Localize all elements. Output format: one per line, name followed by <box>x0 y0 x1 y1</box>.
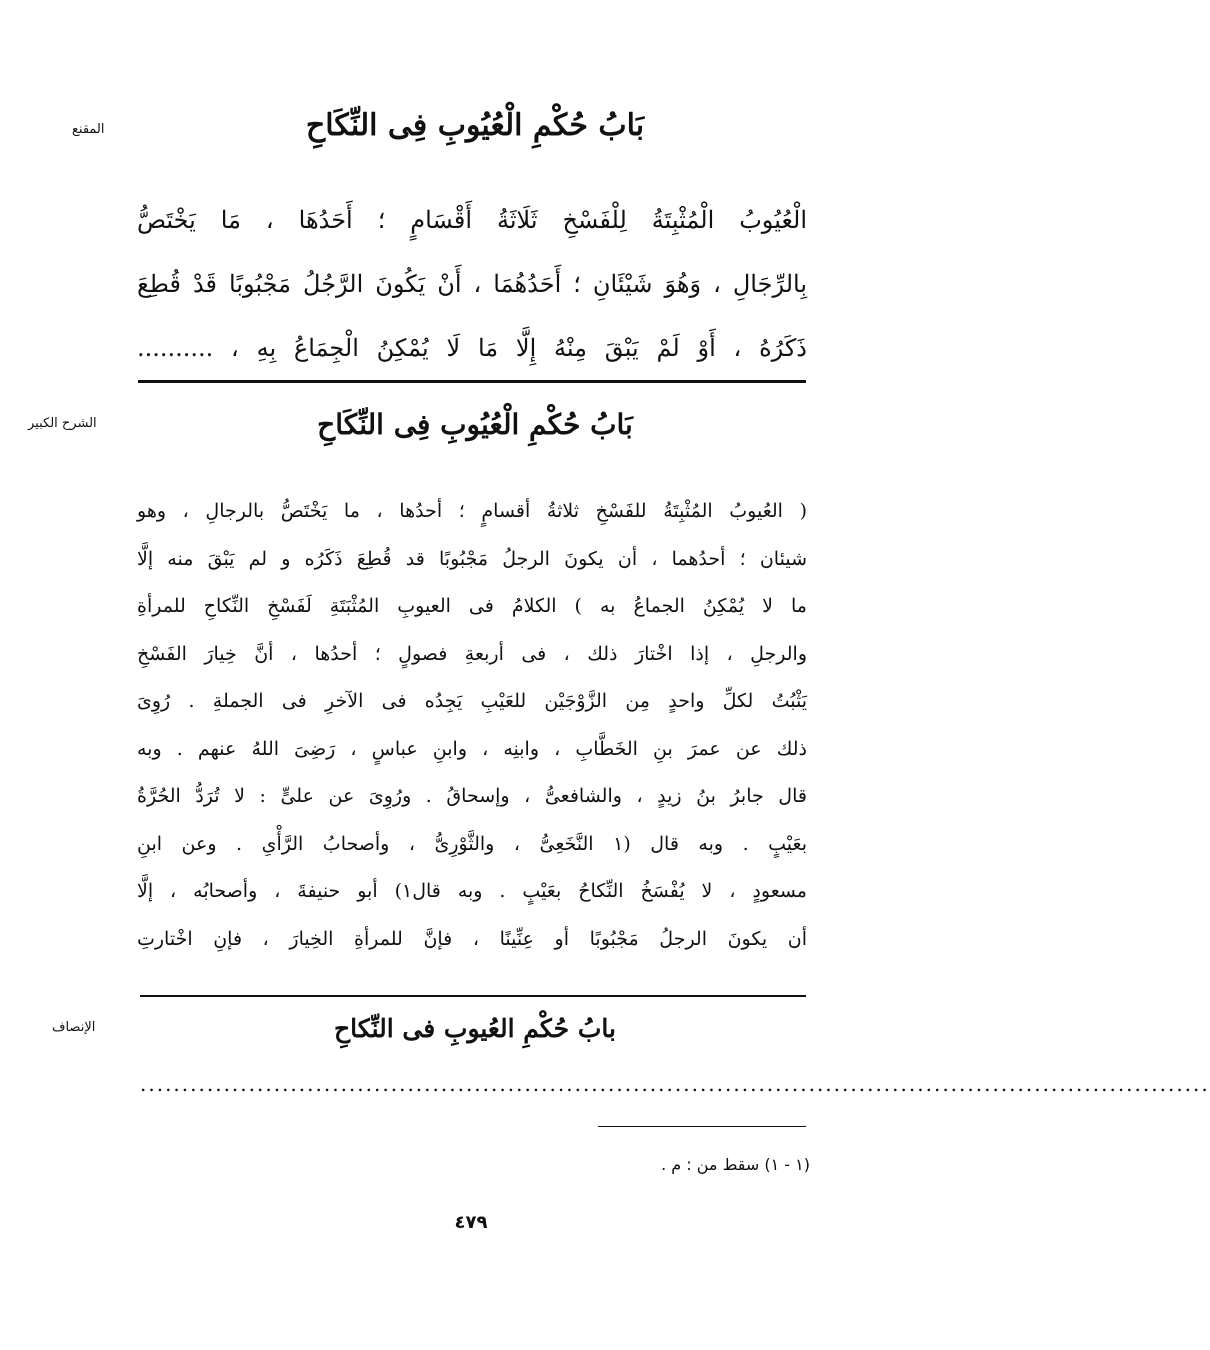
text-line: ما لا يُمْكِنُ الجماعُ به ) الكلامُ فى العيوبِ المُثْبَتَةِ لَفَسْخِ النِّكاحِ للمرأةِ <box>137 595 807 617</box>
margin-label-muqni: المقنع <box>72 122 105 137</box>
section-title-muqni: بَابُ حُكْمِ الْعُيُوبِ فِى النِّكَاحِ <box>305 108 645 143</box>
text-line: ذَكَرُهُ ، أَوْ لَمْ يَبْقَ مِنْهُ إِلَّا مَا لَا يُمْكِنُ الْجِمَاعُ بِهِ ، .......... <box>137 334 807 362</box>
margin-label-insaf: الإنصاف <box>52 1020 96 1035</box>
text-line: بِالرِّجَالِ ، وَهُوَ شَيْئَانِ ؛ أَحَدُهُمَا ، أَنْ يَكُونَ الرَّجُلُ مَجْبُوبًا قَدْ قُطِعَ <box>137 270 807 298</box>
text-line: يَثْبُتُ لكلِّ واحدٍ مِن الزَّوْجَيْن للعَيْبِ يَجِدُه فى الآخرِ فى الجملةِ . رُوِىَ <box>137 690 807 712</box>
text-line: شيئان ؛ أحدُهما ، أن يكونَ الرجلُ مَجْبُوبًا قد قُطِعَ ذَكَرُه و لم يَبْقَ منه إلَّا <box>137 547 807 570</box>
text-line: ( العُيوبُ المُثْبِتَةُ للفَسْخِ ثلاثةُ أقسامٍ ؛ أحدُها ، ما يَخْتَصُّ بالرجالِ ، وهو <box>137 500 807 522</box>
footnote: (١ - ١) سقط من : م . <box>661 1155 810 1174</box>
section-title-insaf: بابُ حُكْمِ العُيوبِ فى النِّكاحِ <box>334 1014 616 1043</box>
sharh-text <box>137 488 807 963</box>
text-line: مسعودٍ ، لا يُفْسَخُ النِّكاحُ بعَيْبٍ . وبه قال١) أبو حنيفةَ ، وأصحابُه ، إلَّا <box>137 880 807 902</box>
text-line: ذلك عن عمرَ بنِ الخَطَّابِ ، وابنِه ، وابنِ عباسٍ ، رَضِىَ اللهُ عنهم . وبه <box>137 737 807 760</box>
section-title-sharh: بَابُ حُكْمِ الْعُيُوبِ فِى النِّكَاحِ <box>317 408 633 441</box>
muqni-text <box>137 188 807 380</box>
elided-text-dots: ................................................................................................................................ <box>140 1072 1210 1096</box>
text-line: قال جابرُ بنُ زيدٍ ، والشافعىُّ ، وإسحاقُ . ورُوِىَ عن علىٍّ : لا تُرَدُّ الحُرَّةُ <box>137 785 807 807</box>
text-line: بعَيْبٍ . وبه قال (١ النَّخَعِىُّ ، والثَّوْرِىُّ ، وأصحابُ الرَّأْىِ . وعن ابنِ <box>137 832 807 855</box>
text-line: أن يكونَ الرجلُ مَجْبُوبًا أو عِنِّينًا ، فإنَّ للمرأةِ الخِيارَ ، فإنِ اخْتارتِ <box>137 927 807 950</box>
text-line: الْعُيُوبُ الْمُثْبِتَةُ لِلْفَسْخِ ثَلَاثَةُ أَقْسَامٍ ؛ أَحَدُهَا ، مَا يَخْتَصُّ <box>137 206 807 234</box>
section-divider <box>140 995 806 997</box>
text-line: والرجلِ ، إذا اخْتارَ ذلك ، فى أربعةِ فصولٍ ؛ أحدُها ، أنَّ خِيارَ الفَسْخِ <box>137 642 807 665</box>
footnote-rule <box>598 1126 806 1127</box>
section-divider <box>138 380 806 383</box>
page-number: ٤٧٩ <box>454 1212 488 1233</box>
margin-label-sharh: الشرح الكبير <box>28 416 97 431</box>
